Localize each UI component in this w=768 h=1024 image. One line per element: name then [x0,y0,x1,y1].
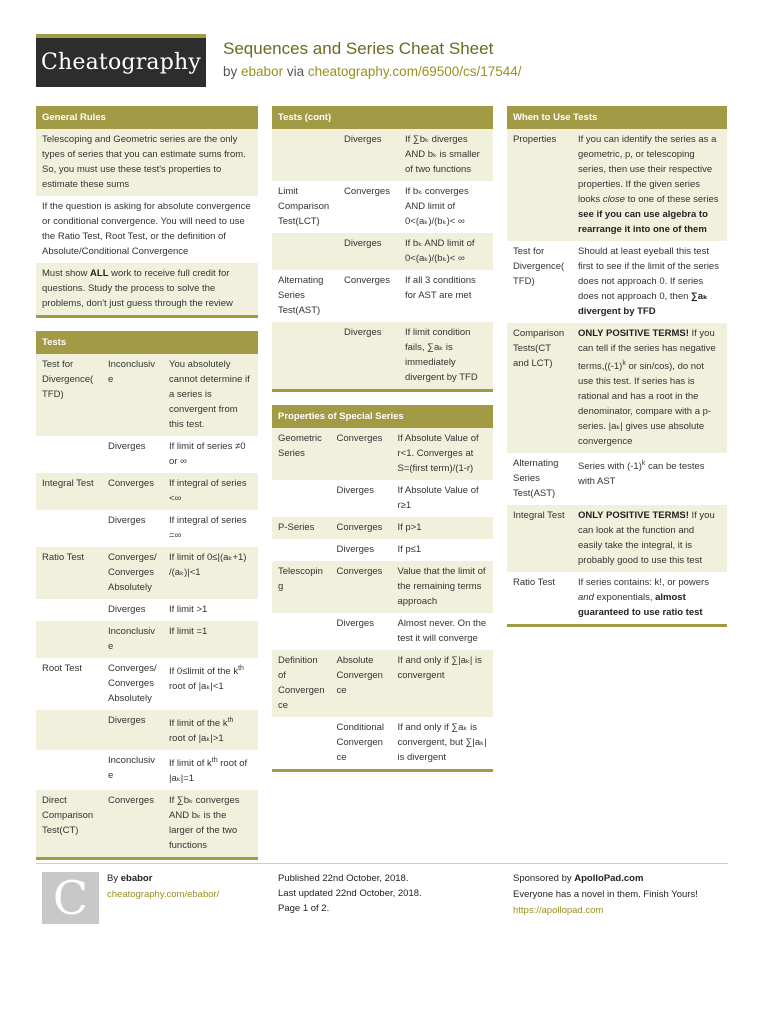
result-cell: Diverges [338,322,399,389]
result-cell: Absolute Convergen ce [330,650,391,717]
table-row [272,480,493,517]
table-row [36,658,258,710]
page-footer [36,863,728,933]
test-name-cell: Test for Divergence( TFD) [513,246,565,287]
section-title: Properties of Special Series [272,405,493,428]
table-row [272,717,493,769]
page-header [36,34,728,88]
result-cell: Diverges [108,515,146,526]
condition-cell: If all 3 conditions for AST are met [405,275,476,301]
condition-cell: If limit >1 [169,604,208,615]
footer-sponsor [513,871,698,919]
table-row [507,572,727,624]
section-title: Tests [36,331,258,354]
result-cell: Converges [344,186,390,197]
table-row [36,436,258,473]
result-cell: Converges [330,428,391,480]
tests-section [36,331,258,860]
when-to-use-table [507,129,727,624]
special-series-section [272,405,493,772]
usage-cell: If you can identify the series as a geometric, p, or telescoping series, then use their respective properties. If the given series looks close to one of these series see if you can use algebra to rearrange it into one of them [572,129,727,241]
table-row [272,129,493,181]
test-name-cell: Integral Test [36,473,102,510]
table-row [36,510,258,547]
usage-cell: Series with $(-1)^k$ can be testes with AST [578,460,705,488]
table-row [36,473,258,510]
result-cell: Converges/ Converges Absolutely [102,547,163,599]
author-link[interactable]: ebabor [241,64,284,79]
test-name-cell [272,480,330,517]
footer-by: By [107,873,119,884]
condition-cell: If p>1 [391,517,493,539]
result-cell: Conditional Convergen ce [336,722,385,763]
test-name-cell [272,129,338,181]
byline [223,64,522,79]
section-title: When to Use Tests [507,106,727,129]
result-cell: Converges [330,517,391,539]
condition-cell: If ∑bₖ converges AND bₖ is the larger of the two functions [163,790,258,857]
tests-cont-table [272,129,493,389]
table-row [272,322,493,389]
when-to-use-section [507,106,727,627]
result-cell: Diverges [338,129,399,181]
via-text: via [286,64,305,79]
condition-cell: If limit of $k^{th}$ root of |aₖ|=1 [169,757,248,785]
table-row [36,354,258,436]
condition-cell: If Absolute Value of r<1. Converges at S=(first term)/(1-r) [391,428,493,480]
test-name-cell: Test for Divergence( TFD) [36,354,102,436]
table-row [507,323,727,453]
footer-dates [278,871,422,916]
footer-author-link[interactable]: cheatography.com/ebabor/ [107,889,220,900]
condition-cell: You absolutely cannot determine if a series is convergent from this test. [163,354,258,436]
cheatography-logo[interactable]: Cheatography [36,34,206,87]
section-title: Tests (cont) [272,106,493,129]
result-cell: Diverges [338,233,399,270]
column-3 [507,106,727,627]
test-name-cell: Telescopin g [272,561,330,613]
condition-cell: Value that the limit of the remaining terms approach [391,561,493,613]
table-row [272,517,493,539]
condition-cell: If and only if ∑aₖ is convergent, but ∑|aₖ| is divergent [397,722,487,763]
usage-cell: If series contains: k!, or powers and exponentials, almost guaranteed to use ratio test [578,577,709,619]
table-row [272,613,493,650]
usage-cell: Should at least eyeball this test first to see if the limit of the series does not approach 0. If series does not approach 0, then ∑aₖ divergent by TFD [578,246,719,317]
condition-cell: If bₖ converges AND limit of 0<(aₖ)/(bₖ)< ∞ [405,186,469,227]
rule-item: Telescoping and Geometric series are the only types of series that you can estimate sums from. So, you must use these test's properties to estimate these sums [36,129,258,196]
table-row [36,710,258,750]
condition-cell: If Absolute Value of r≥1 [397,485,479,511]
test-name-cell: Comparison Tests(CT and LCT) [507,323,572,453]
rule-item: If the question is asking for absolute convergence or conditional convergence. You will need to use the Ratio Test, Root Test, or the definition of Absolute/Conditional Convergence [42,201,251,257]
column-1 [36,106,258,860]
test-name-cell [272,539,330,561]
test-name-cell: Limit Comparison Test(LCT) [278,186,330,227]
test-name-cell [36,436,102,473]
table-row [36,599,258,621]
general-rules-section [36,106,258,318]
condition-cell: If 0≤limit of the $k^{th}$ root of |aₖ|<1 [169,665,244,693]
test-name-cell [36,710,102,750]
result-cell: Diverges [108,604,146,615]
test-name-cell [272,322,338,389]
table-row [272,650,493,717]
tests-cont-section [272,106,493,392]
table-row [507,453,727,505]
result-cell: Diverges [102,710,163,750]
result-cell: Converges/ Converges Absolutely [108,663,157,704]
condition-cell: If bₖ AND limit of 0<(aₖ)/(bₖ)< ∞ [399,233,493,270]
condition-cell: If and only if ∑|aₖ| is convergent [391,650,493,717]
tests-table [36,354,258,857]
test-name-cell: Direct Comparison Test(CT) [36,790,102,857]
footer-author-name: ebabor [120,873,153,884]
table-row [272,270,493,322]
page-title: Sequences and Series Cheat Sheet [223,39,494,58]
result-cell: Converges [330,561,391,613]
result-cell: Converges [344,275,390,286]
result-cell: Inconclusiv e [108,755,155,782]
test-name-cell [36,750,102,790]
footer-author [107,871,219,903]
result-cell: Inconclusiv e [102,354,163,436]
table-row [272,539,493,561]
test-name-cell [272,613,330,650]
test-name-cell: Definition of Convergen ce [272,650,330,717]
test-name-cell [36,599,102,621]
test-name-cell: Root Test [42,663,82,674]
test-name-cell: Geometric Series [272,428,330,480]
by-prefix: by [223,64,238,79]
condition-cell: If p≤1 [397,544,422,555]
page-number: Page 1 of 2. [278,903,330,914]
table-row [507,241,727,323]
result-cell: Converges [102,473,163,510]
usage-cell: ONLY POSITIVE TERMS! If you can tell if the series has negative $terms,((-1)^k$ or sin/cos), do not use this test. If series has is rational and has a root in the denominator, compare with a p-series. |aₖ| gives use absolute convergence [572,323,727,453]
table-row [272,233,493,270]
usage-cell: ONLY POSITIVE TERMS! If you can look at the function and easily take the integral, it is probably good to use this test [572,505,727,572]
test-name-cell: Ratio Test [513,577,556,589]
sponsor-link[interactable]: https://apollopad.com [513,905,604,916]
condition-cell: If limit of 0≤|(aₖ+1) /(aₖ)|<1 [163,547,258,599]
result-cell: Diverges [336,618,374,629]
column-2 [272,106,493,772]
sponsored-by: Sponsored by [513,873,572,884]
table-row [507,505,727,572]
condition-cell: If limit condition fails, ∑aₖ is immediately divergent by TFD [399,322,493,389]
table-row [272,428,493,480]
test-name-cell [36,621,102,658]
table-row [272,561,493,613]
test-name-cell: P-Series [272,517,330,539]
section-title: General Rules [36,106,258,129]
condition-cell: If integral of series <∞ [163,473,258,510]
result-cell: Converges [102,790,163,857]
condition-cell: If limit of series ≠0 or ∞ [169,441,246,467]
table-row [36,750,258,790]
special-series-table [272,428,493,769]
published-date: Published 22nd October, 2018. [278,873,409,884]
test-name-cell [36,510,102,547]
result-cell: Diverges [108,441,146,452]
test-name-cell: Alternating Series Test(AST) [513,458,559,500]
sponsor-tagline: Everyone has a novel in them. Finish Yours! [513,889,698,900]
condition-cell: If integral of series =∞ [169,515,247,541]
result-cell: Diverges [336,544,374,555]
result-cell: Inconclusiv e [102,621,163,658]
table-row [507,129,727,241]
test-name-cell [272,233,338,270]
condition-cell: If limit of the $k^{th}$ root of |aₖ|>1 [163,710,258,750]
test-name-cell: Properties [507,129,572,241]
test-name-cell: Alternating Series Test(AST) [278,275,324,316]
test-name-cell [272,717,330,769]
author-avatar: C [42,872,99,924]
table-row [36,790,258,857]
table-row [36,621,258,658]
condition-cell: Almost never. On the test it will converge [397,618,487,644]
condition-cell: If ∑bₖ diverges AND bₖ is smaller of two functions [399,129,493,181]
table-row [36,547,258,599]
sponsor-name[interactable]: ApolloPad.com [574,873,644,884]
updated-date: Last updated 22nd October, 2018. [278,888,422,899]
table-row [272,181,493,233]
rule-item: Must show ALL work to receive full credit for questions. Study the process to solve the problems, don't just guess through the review [36,263,258,315]
sheet-url-link[interactable]: cheatography.com/69500/cs/17544/ [307,64,522,79]
condition-cell: If limit =1 [163,621,258,658]
test-name-cell: Ratio Test [36,547,102,599]
test-name-cell: Integral Test [507,505,572,572]
result-cell: Diverges [336,485,374,496]
